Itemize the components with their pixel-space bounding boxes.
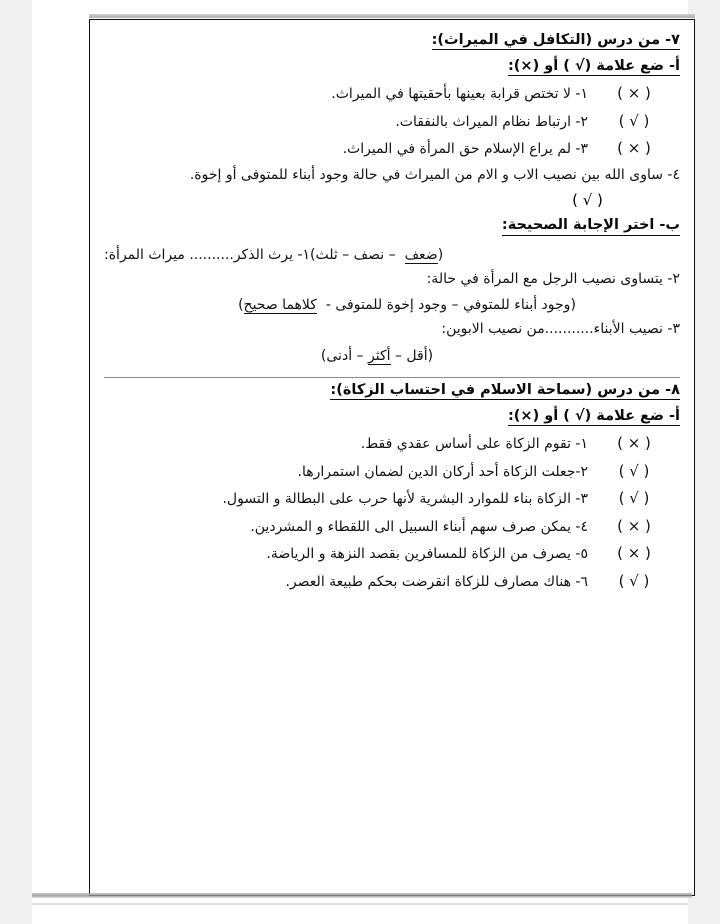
mcq-option: أدنى [326, 347, 353, 364]
question-text: ٥- يصرف من الزكاة للمسافرين بقصد النزهة و الرياضة. [266, 546, 588, 563]
mcq-stem: ٣- نصيب الأبناء...........من نصيب الابوين: [441, 321, 680, 338]
paper-sheet [32, 0, 688, 924]
page-content [90, 20, 694, 895]
mcq-row [104, 247, 680, 263]
mcq-stem: ١- يرث الذكر.......... ميراث المرأة: [104, 246, 311, 263]
mcq-option-separator: – [447, 297, 463, 314]
section-8-title-text: ٨- من درس (سماحة الاسلام في احتساب الزكاة): [330, 383, 680, 400]
mcq-options: (وجود أبناء للمتوفي – وجود إخوة للمتوفى - كلاهما صحيح) [238, 297, 576, 314]
answer-mark: ( √ ) [618, 489, 650, 508]
question-text: ١- لا تختص قرابة بعينها بأحقيتها في الميراث. [331, 86, 588, 103]
section-divider [104, 377, 680, 378]
answer-mark: ( × ) [617, 434, 651, 453]
section-7-title-text: ٧- من درس (التكافل في الميراث): [432, 33, 680, 50]
question-text: ٦- هناك مصارف للزكاة انقرضت بحكم طبيعة العصر. [285, 573, 588, 590]
section-8-part-a-title-text: أ- ضع علامة (√ ) أو (×): [508, 409, 680, 426]
answer-mark: ( × ) [617, 544, 651, 563]
mcq-option-separator: – [337, 246, 354, 263]
mcq-option-separator: – [352, 347, 368, 364]
mcq-option: وجود إخوة للمتوفى [335, 297, 448, 314]
mcq-option-separator: – [384, 246, 401, 263]
answer-mark: ( × ) [617, 516, 651, 535]
section-7-part-b-title-text: ب- اختر الإجابة الصحيحة: [502, 218, 680, 235]
mcq-option: وجود أبناء للمتوفي [462, 297, 571, 314]
mcq-stem: ٢- يتساوى نصيب الرجل مع المرأة في حالة: [426, 270, 680, 287]
section-8-part-a-title [104, 409, 680, 426]
answer-mark: ( √ ) [572, 191, 603, 210]
section-7-part-a-title-text: أ- ضع علامة (√ ) أو (×): [508, 59, 680, 76]
answer-mark: ( × ) [617, 139, 651, 158]
mcq-options: (أقل – أكثر – أدنى) [320, 347, 434, 364]
mcq-option: نصف [353, 246, 385, 263]
question-row [104, 112, 680, 132]
answer-mark: ( × ) [617, 84, 651, 103]
question-text: ٣- لم يراع الإسلام حق المرأة في الميراث. [342, 141, 588, 158]
page-frame [89, 19, 695, 896]
question-row [104, 544, 680, 564]
mcq-option-separator: – [390, 347, 407, 364]
question-row [104, 434, 680, 454]
question-row [104, 84, 680, 104]
mcq-option-correct: أكثر [368, 347, 391, 364]
question-row [104, 139, 680, 159]
mcq-option-correct: كلاهما صحيح [243, 297, 317, 314]
section-7-part-a-title [104, 59, 680, 76]
section-7-title [104, 33, 680, 50]
answer-mark: ( √ ) [618, 571, 650, 590]
question-row [104, 517, 680, 537]
scan-edge-artifact-top [89, 14, 695, 18]
mcq-option-separator: - [316, 297, 336, 314]
section-7-part-b-title [104, 218, 680, 235]
scan-edge-artifact-bottom [32, 893, 692, 898]
answer-mark: ( √ ) [618, 111, 650, 130]
question-text: ٢- ارتباط نظام الميراث بالنفقات. [395, 113, 588, 130]
question-text: ٤- يمكن صرف سهم أبناء السبيل الى اللقطاء و المشردين. [250, 518, 588, 535]
question-row [104, 462, 680, 482]
question-row [104, 489, 680, 509]
question-text: ١- تقوم الزكاة على أساس عقدي فقط. [360, 436, 588, 453]
question-text: ٢-جعلت الزكاة أحد أركان الدين لضمان استمرارها. [297, 463, 588, 480]
question-text: ٣- الزكاة بناء للموارد البشرية لأنها حرب على البطالة و التسول. [222, 491, 588, 508]
question-text: ٤- ساوى الله بين نصيب الاب و الام من الميراث في حالة وجود أبناء للمتوفى أو إخوة. [189, 166, 680, 183]
section-8-title [104, 383, 680, 400]
answer-mark: ( √ ) [618, 461, 650, 480]
mcq-option: أقل [406, 347, 428, 364]
mcq-option: ثلث [315, 246, 338, 263]
mcq-option-correct: ضعف [404, 246, 438, 263]
mcq-options: (ضعف – نصف – ثلث) [310, 246, 444, 263]
scan-edge-artifact-bottom-2 [32, 903, 688, 905]
question-row [104, 572, 680, 592]
